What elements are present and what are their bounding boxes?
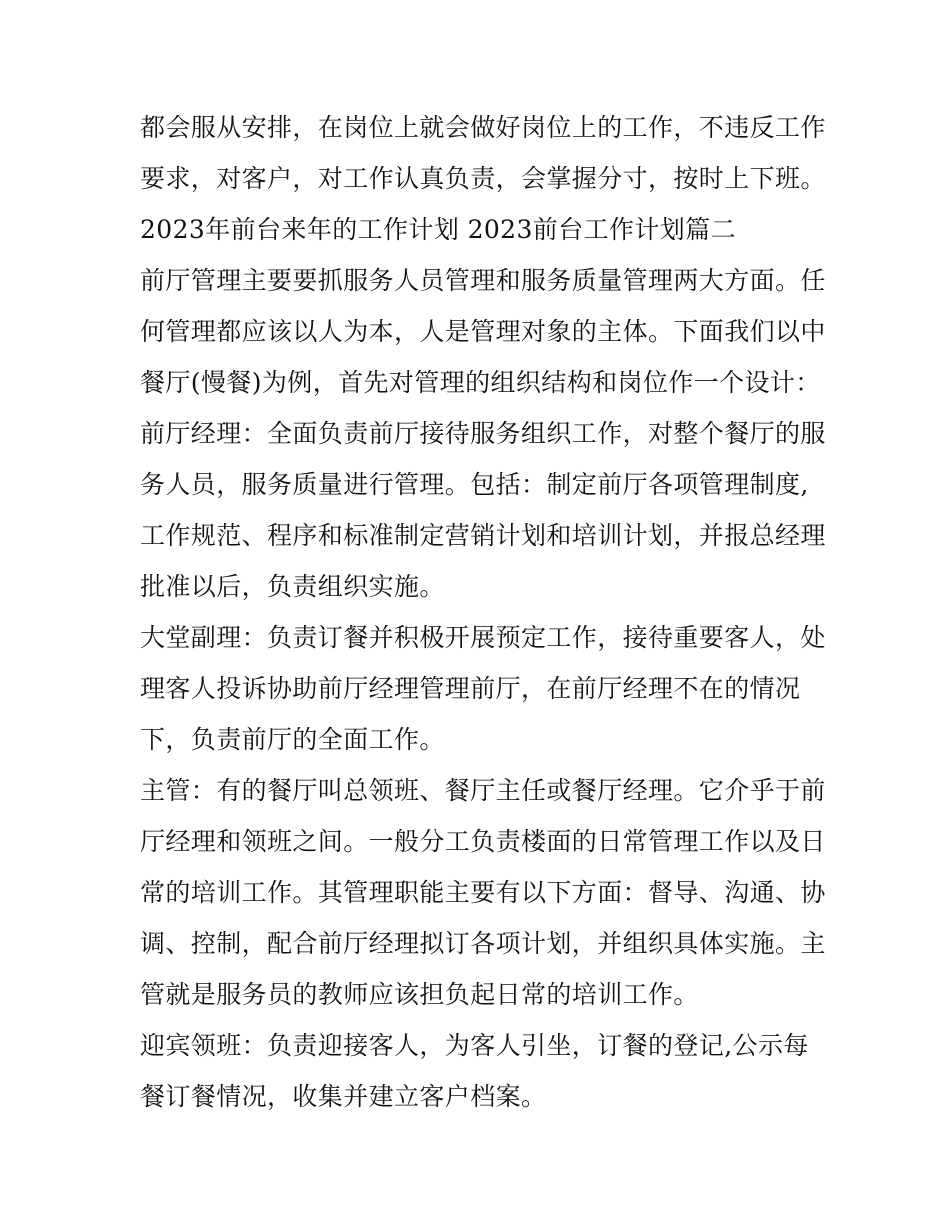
text-line: 何管理都应该以人为本，人是管理对象的主体。下面我们以中 xyxy=(140,317,826,346)
text-line: 都会服从安排，在岗位上就会做好岗位上的工作，不违反工作 xyxy=(140,113,826,142)
text-line: 工作规范、程序和标准制定营销计划和培训计划，并报总经理 xyxy=(140,521,826,550)
text-line: 前厅经理：全面负责前厅接待服务组织工作，对整个餐厅的服 xyxy=(140,419,826,448)
text-line: 餐厅(慢餐)为例，首先对管理的组织结构和岗位作一个设计： xyxy=(140,368,821,397)
text-line: 迎宾领班：负责迎接客人，为客人引坐，订餐的登记,公示每 xyxy=(140,1031,809,1060)
text-line: 厅经理和领班之间。一般分工负责楼面的日常管理工作以及日 xyxy=(140,827,826,856)
text-line: 务人员，服务质量进行管理。包括：制定前厅各项管理制度, xyxy=(140,470,809,499)
text-line: 大堂副理：负责订餐并积极开展预定工作，接待重要客人，处 xyxy=(140,623,826,652)
text-line: 餐订餐情况，收集并建立客户档案。 xyxy=(140,1082,547,1111)
text-line: 要求，对客户，对工作认真负责，会掌握分寸，按时上下班。 xyxy=(140,164,826,193)
text-line: 下，负责前厅的全面工作。 xyxy=(140,725,445,754)
text-line: 前厅管理主要要抓服务人员管理和服务质量管理两大方面。任 xyxy=(140,266,826,295)
text-line: 管就是服务员的教师应该担负起日常的培训工作。 xyxy=(140,980,699,1009)
text-line: 理客人投诉协助前厅经理管理前厅，在前厅经理不在的情况 xyxy=(140,674,801,703)
document-body xyxy=(140,102,826,1122)
section-heading: 2023年前台来年的工作计划 2023前台工作计划篇二 xyxy=(140,215,736,244)
text-line: 调、控制，配合前厅经理拟订各项计划，并组织具体实施。主 xyxy=(140,929,826,958)
text-line: 主管：有的餐厅叫总领班、餐厅主任或餐厅经理。它介乎于前 xyxy=(140,776,826,805)
text-line: 批准以后，负责组织实施。 xyxy=(140,572,445,601)
text-line: 常的培训工作。其管理职能主要有以下方面：督导、沟通、协 xyxy=(140,878,826,907)
